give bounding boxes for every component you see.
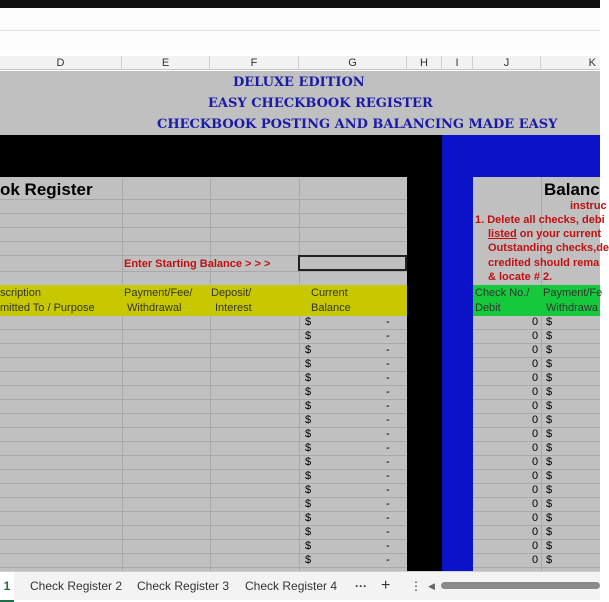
sheet-options-button[interactable]: ⋮ [410, 579, 422, 593]
balance-value: - [386, 512, 390, 524]
balance-currency-symbol: $ [305, 344, 312, 356]
ribbon-divider [0, 30, 600, 31]
table-row[interactable] [0, 414, 600, 428]
header-deposit-1: Deposit/ [211, 287, 252, 299]
register-header-row [0, 285, 407, 316]
check-number-value: 0 [532, 498, 539, 510]
header-current-2: Balance [311, 302, 351, 314]
column-header-k[interactable]: K [588, 57, 596, 69]
grid-line [0, 241, 407, 242]
check-number-value: 0 [532, 386, 539, 398]
check-number-value: 0 [532, 400, 539, 412]
check-number-value: 0 [532, 344, 539, 356]
payment-currency-symbol: $ [546, 372, 553, 384]
register-title: ok Register [0, 180, 93, 199]
balance-value: - [386, 484, 390, 496]
add-sheet-button[interactable]: + [381, 577, 391, 594]
table-row[interactable] [0, 512, 600, 526]
header-check-no-1: Check No./ [475, 287, 530, 299]
payment-currency-symbol: $ [546, 316, 553, 328]
balance-currency-symbol: $ [305, 372, 312, 384]
balance-value: - [386, 554, 390, 566]
table-row[interactable] [0, 498, 600, 512]
instruction-line-2: listed on your current [488, 228, 602, 240]
table-row[interactable] [0, 428, 600, 442]
payment-currency-symbol: $ [546, 456, 553, 468]
balance-currency-symbol: $ [305, 442, 312, 454]
tab-check-register-3[interactable]: Check Register 3 [137, 579, 230, 593]
grid-line [0, 213, 407, 214]
payment-currency-symbol: $ [546, 442, 553, 454]
check-number-value: 0 [532, 316, 539, 328]
balance-value: - [386, 330, 390, 342]
table-row[interactable] [0, 526, 600, 540]
table-row[interactable] [0, 554, 600, 568]
balance-value: - [386, 400, 390, 412]
tab-sheet-1[interactable]: 1 [0, 572, 14, 602]
balance-currency-symbol: $ [305, 512, 312, 524]
check-number-value: 0 [532, 470, 539, 482]
balance-currency-symbol: $ [305, 554, 312, 566]
balance-value: - [386, 358, 390, 370]
balance-instructions-label: instruc [570, 200, 607, 212]
balance-currency-symbol: $ [305, 498, 312, 510]
check-number-value: 0 [532, 540, 539, 552]
banner-line-3: CHECKBOOK POSTING AND BALANCING MADE EASY [157, 117, 558, 132]
payment-currency-symbol: $ [546, 414, 553, 426]
balance-currency-symbol: $ [305, 526, 312, 538]
instruction-line-3: Outstanding checks,de [488, 242, 609, 254]
balance-currency-symbol: $ [305, 456, 312, 468]
balance-value: - [386, 372, 390, 384]
table-row[interactable] [0, 386, 600, 400]
header-current-1: Current [311, 287, 348, 299]
table-row[interactable] [0, 372, 600, 386]
balance-currency-symbol: $ [305, 540, 312, 552]
check-number-value: 0 [532, 484, 539, 496]
payment-currency-symbol: $ [546, 358, 553, 370]
check-number-value: 0 [532, 512, 539, 524]
balance-value: - [386, 316, 390, 328]
balance-currency-symbol: $ [305, 400, 312, 412]
payment-currency-symbol: $ [546, 330, 553, 342]
table-row[interactable] [0, 470, 600, 484]
column-header-d[interactable]: D [0, 56, 122, 70]
banner-line-1: DELUXE EDITION [233, 75, 365, 90]
check-number-value: 0 [532, 330, 539, 342]
grid-line [0, 567, 407, 568]
column-header-e[interactable]: E [122, 56, 210, 70]
balance-value: - [386, 470, 390, 482]
tab-check-register-2[interactable]: Check Register 2 [30, 579, 123, 593]
balance-value: - [386, 442, 390, 454]
table-row[interactable] [0, 344, 600, 358]
header-payment-2: Withdrawal [127, 302, 182, 314]
payment-currency-symbol: $ [546, 344, 553, 356]
black-header-bar [0, 135, 442, 177]
grid-line [473, 567, 600, 568]
balance-currency-symbol: $ [305, 386, 312, 398]
scroll-left-icon[interactable]: ◀ [428, 581, 435, 591]
horizontal-scrollbar[interactable] [441, 582, 600, 589]
balance-currency-symbol: $ [305, 484, 312, 496]
instruction-line-5: & locate # 2. [488, 271, 553, 283]
payment-currency-symbol: $ [546, 540, 553, 552]
column-header-f[interactable]: F [210, 56, 299, 70]
check-number-value: 0 [532, 442, 539, 454]
header-payment-fee-1: Payment/Fe [543, 287, 603, 299]
payment-currency-symbol: $ [546, 498, 553, 510]
balance-currency-symbol: $ [305, 330, 312, 342]
payment-currency-symbol: $ [546, 400, 553, 412]
balance-value: - [386, 456, 390, 468]
balance-value: - [386, 526, 390, 538]
balance-currency-symbol: $ [305, 358, 312, 370]
starting-balance-input[interactable] [298, 255, 407, 271]
grid-line [0, 271, 407, 272]
payment-currency-symbol: $ [546, 428, 553, 440]
check-number-value: 0 [532, 372, 539, 384]
payment-currency-symbol: $ [546, 470, 553, 482]
column-header-i[interactable]: I [442, 56, 473, 70]
header-check-no-2: Debit [475, 302, 501, 314]
more-sheets-button[interactable]: ··· [355, 579, 367, 593]
table-row[interactable] [0, 442, 600, 456]
check-number-value: 0 [532, 554, 539, 566]
balance-header-row [473, 285, 603, 316]
payment-currency-symbol: $ [546, 386, 553, 398]
table-row[interactable] [0, 316, 600, 330]
payment-currency-symbol: $ [546, 512, 553, 524]
balance-value: - [386, 386, 390, 398]
balance-currency-symbol: $ [305, 316, 312, 328]
header-description-2: mitted To / Purpose [0, 302, 95, 314]
balance-value: - [386, 414, 390, 426]
table-row[interactable] [0, 484, 600, 498]
check-number-value: 0 [532, 456, 539, 468]
table-row[interactable] [0, 400, 600, 414]
table-row[interactable] [0, 456, 600, 470]
balance-currency-symbol: $ [305, 470, 312, 482]
header-payment-fee-2: Withdrawa [546, 302, 598, 314]
column-header-bar [0, 56, 600, 70]
banner-line-2: EASY CHECKBOOK REGISTER [208, 96, 433, 111]
column-header-j[interactable]: J [473, 56, 541, 70]
sheet-tab-bar [0, 571, 600, 600]
column-header-g[interactable]: G [299, 56, 407, 70]
instruction-line-1: 1. Delete all checks, debi [475, 214, 605, 226]
grid-line [0, 227, 407, 228]
header-description-1: scription [0, 287, 41, 299]
balance-currency-symbol: $ [305, 414, 312, 426]
check-number-value: 0 [532, 358, 539, 370]
title-banner [0, 71, 600, 135]
payment-currency-symbol: $ [546, 526, 553, 538]
header-payment-1: Payment/Fee/ [124, 287, 193, 299]
header-deposit-2: Interest [215, 302, 252, 314]
balance-title: Balanc [544, 180, 600, 199]
check-number-value: 0 [532, 526, 539, 538]
check-number-value: 0 [532, 414, 539, 426]
balance-value: - [386, 344, 390, 356]
balance-value: - [386, 540, 390, 552]
balance-currency-symbol: $ [305, 428, 312, 440]
payment-currency-symbol: $ [546, 484, 553, 496]
table-row[interactable] [0, 358, 600, 372]
tab-check-register-4[interactable]: Check Register 4 [245, 579, 338, 593]
column-header-h[interactable]: H [407, 56, 442, 70]
instruction-line-4: credited should rema [488, 257, 600, 269]
balance-value: - [386, 428, 390, 440]
table-row[interactable] [0, 540, 600, 554]
table-row[interactable] [0, 330, 600, 344]
balance-value: - [386, 498, 390, 510]
window-top-border [0, 0, 600, 8]
starting-balance-label: Enter Starting Balance > > > [124, 258, 271, 270]
check-number-value: 0 [532, 428, 539, 440]
payment-currency-symbol: $ [546, 554, 553, 566]
